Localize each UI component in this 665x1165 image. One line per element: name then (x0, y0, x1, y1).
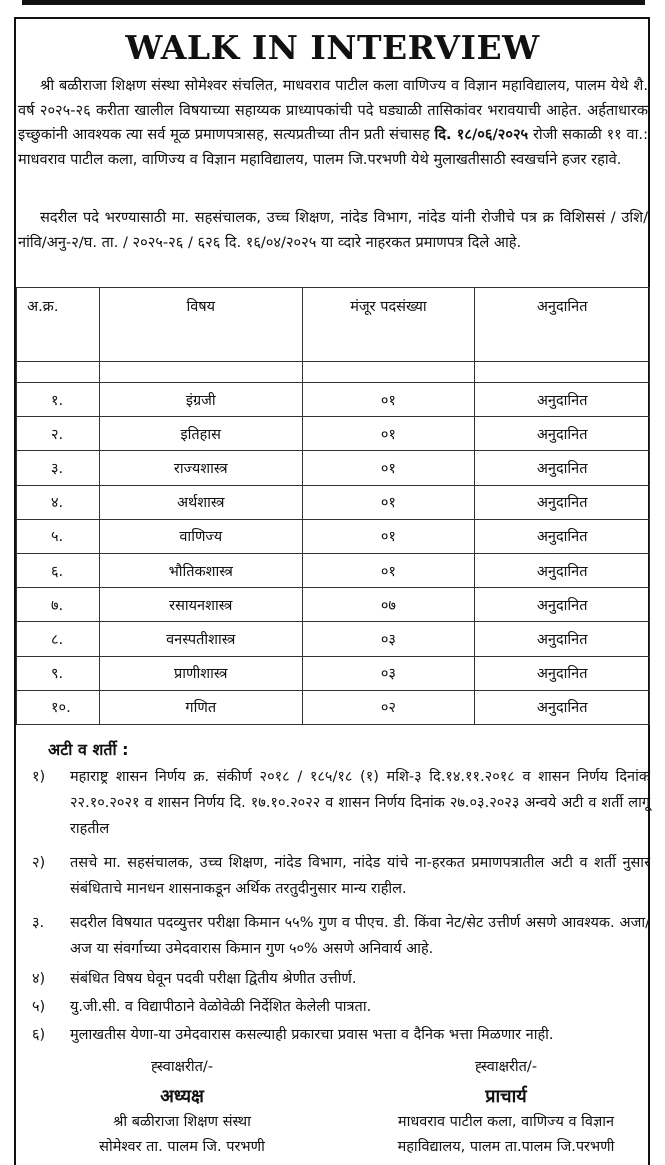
list-item: २) तसचे मा. सहसंचालक, उच्च शिक्षण, नांदेड विभाग, नांदेड यांचे ना-हरकत प्रमाणपत्रातील अटी व शर्ती नुसार संबंधिताचे मानधन शासनाकडून अर्थिक तरतुदीनुसार मान्य राहील. (32, 855, 650, 897)
org-line: माधवराव पाटील कला, वाणिज्य व विज्ञान (397, 1114, 615, 1130)
table-row: १. इंग्रजी ०१ अनुदानित (17, 383, 650, 417)
signature-principal (360, 1055, 652, 1160)
list-item: ५) यु.जी.सी. व विद्यापीठाने वेळोवेळी निर्देशित केलेली पात्रता. (32, 999, 372, 1015)
header-sr: अ.क्र. (17, 288, 100, 362)
list-item: ६) मुलाखतीस येणा-या उमेदवारास कसल्याही प्रकारचा प्रवास भत्ता व दैनिक भत्ता मिळणार नाही. (32, 1027, 554, 1043)
table-row: १०. गणित ०२ अनुदानित (17, 690, 650, 724)
org-line: सोमेश्वर ता. पालम जि. परभणी (99, 1139, 265, 1155)
intro-text: श्री बळीराजा शिक्षण संस्था सोमेश्वर संचलित, माधवराव पाटील कला वाणिज्य व विज्ञान महाविद्यालय, पालम येथे शै. वर्ष २०२५-२६ करीता खालील विषयाच्या सहाय्यक प्राध्यापकांची पदे घड्याळी तासिकांवर भरावयाची आहेत. अर्हताधारक इच्छुकांनी आवश्यक त्या सर्व मूळ प्रमाणपत्रासह, सत्यप्रतीच्या तीन प्रती संचासह (18, 77, 648, 143)
list-item: ३. सदरील विषयात पदव्युत्तर परीक्षा किमान ५५% गुण व पीएच. डी. किंवा नेट/सेट उत्तीर्ण असणे आवश्यक. अजा/अज या संवर्गाच्या उमेदवारास किमान गुण ५०% असणे अनिवार्य आहे. (32, 915, 650, 957)
posts-table (16, 287, 650, 725)
table-row: ३. राज्यशास्त्र ०१ अनुदानित (17, 451, 650, 485)
role-title: अध्यक्ष (160, 1086, 204, 1107)
table-row: ७. रसायनशास्त्र ०७ अनुदानित (17, 588, 650, 622)
table-row: ६. भौतिकशास्त्र ०१ अनुदानित (17, 553, 650, 587)
table-row: ५. वाणिज्य ०१ अनुदानित (17, 519, 650, 553)
approval-paragraph (18, 206, 648, 255)
interview-date: दि. १८/०६/२०२५ (434, 126, 529, 143)
table-row: २. इतिहास ०१ अनुदानित (17, 417, 650, 451)
header-subject: विषय (99, 288, 302, 362)
org-line: श्री बळीराजा शिक्षण संस्था (113, 1114, 251, 1130)
intro-text-cont: रोजी सकाळी ११ वा.: माधवराव पाटील कला, वाणिज्य व विज्ञान महाविद्यालय, पालम जि.परभणी येथे मुलाखतीसाठी स्वखर्चाने हजर रहावे. (18, 126, 648, 168)
header-status: अनुदानित (475, 288, 650, 362)
table-row: ४. अर्थशास्त्र ०१ अनुदानित (17, 485, 650, 519)
list-item: १) महाराष्ट्र शासन निर्णय क्र. संकीर्ण २०१८ / १८५/१८ (१) मशि-३ दि.१४.११.२०१८ व शासन निर्णय दिनांक २२.१०.२०२१ व शासन निर्णय दि. १७.१०.२०२२ व शासन निर्णय दिनांक २७.०३.२०२३ अन्वये अटी व शर्ती लागू राहतील (32, 769, 650, 837)
table-row: ८. वनस्पतीशास्त्र ०३ अनुदानित (17, 622, 650, 656)
org-line: महाविद्यालय, पालम ता.पालम जि.परभणी (397, 1139, 615, 1155)
terms-list (22, 764, 650, 1056)
role-title: प्राचार्य (485, 1086, 527, 1107)
top-rule (22, 0, 645, 5)
intro-paragraph (18, 74, 648, 172)
approval-text: सदरील पदे भरण्यासाठी मा. सहसंचालक, उच्च शिक्षण, नांदेड विभाग, नांदेड यांनी रोजीचे पत्र क्र विशिससं / उशि/नांवि/अनु-२/घ. ता. / २०२५-२६ / ६२६ दि. १६/०४/२०२५ या व्दारे नाहरकत प्रमाणपत्र दिले आहे. (18, 209, 648, 251)
signed-mark: ह्स्वाक्षरीत/- (474, 1059, 538, 1075)
notice-title: WALK IN INTERVIEW (125, 28, 540, 67)
table-gap-row (17, 362, 650, 383)
signature-president (52, 1055, 312, 1160)
signed-mark: ह्स्वाक्षरीत/- (150, 1059, 214, 1075)
list-item: ४) संबंधित विषय घेवून पदवी परीक्षा द्वितीय श्रेणीत उत्तीर्ण. (32, 971, 357, 987)
table-row: ९. प्राणीशास्त्र ०३ अनुदानित (17, 656, 650, 690)
table-header-row (17, 288, 650, 362)
terms-heading: अटी व शर्ती : (48, 740, 129, 759)
header-posts: मंजूर पदसंख्या (302, 288, 475, 362)
